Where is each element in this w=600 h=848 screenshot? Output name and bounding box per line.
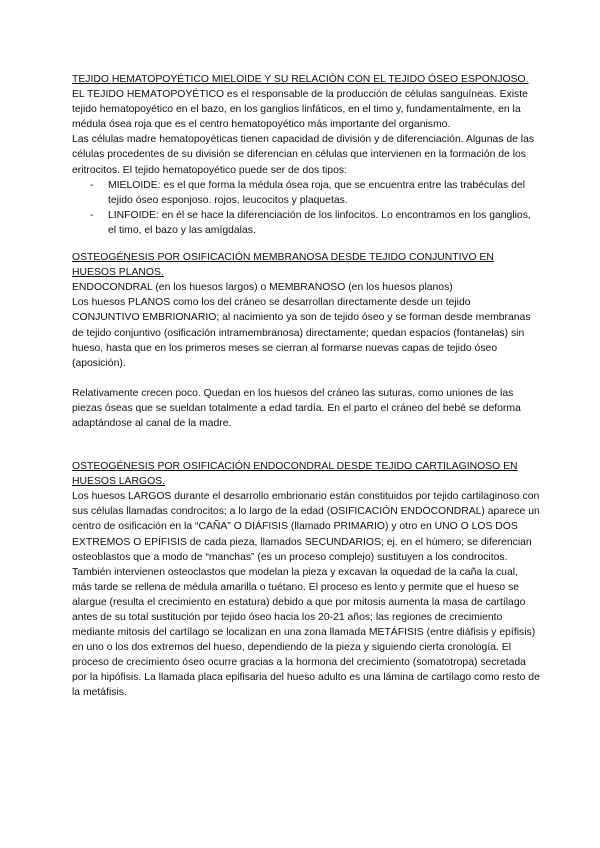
- section-heading: OSTEOGÉNESIS POR OSIFICACIÓN MEMBRANOSA DESDE TEJIDO CONJUNTIVO EN HUESOS PLANOS.: [72, 252, 494, 279]
- section-heading: TEJIDO HEMATOPOYÉTICO MIELOIDE Y SU RELACIÓN CON EL TEJIDO ÓSEO ESPONJOSO.: [72, 74, 529, 85]
- section-membranous: [72, 250, 540, 431]
- list-item: - MIELOIDE: es el que forma la médula ósea roja, que se encuentra entre las trabéculas del tejido óseo esponjoso. rojos, leucocitos y plaquetas.: [72, 178, 540, 208]
- section-endochondral: [72, 459, 540, 701]
- section-heading: OSTEOGÉNESIS POR OSIFICACIÓN ENDOCONDRAL DESDE TEJIDO CARTILAGINOSO EN HUESOS LARGOS.: [72, 461, 518, 488]
- paragraph: Relativamente crecen poco. Quedan en los huesos del cráneo las suturas, como uniones de las piezas óseas que se sueldan totalmente a edad tardía. En el parto el cráneo del bebé se deforma adaptándose al canal de la madre.: [72, 387, 521, 429]
- tissue-types-list: [72, 178, 540, 238]
- section-hematopoietic: [72, 72, 540, 238]
- paragraph: Los huesos LARGOS durante el desarrollo embrionario están constituidos por tejido cartilaginoso con sus células llamadas condrocitos; a lo largo de la edad (OSIFICACIÓN ENDOCONDRAL) aparece un centro de osificación en la “CAÑA” O DIÁFISIS (llamado PRIMARIO) y otro en UNO O LOS DOS EXTREMOS O EPÍFISIS de cada pieza, llamados SECUNDARIOS; ej. en el húmero; se diferencian osteoblastos que a modo de “manchas” (es un proceso complejo) sustituyen a los condrocitos. También intervienen osteoclastos que modelan la pieza y excavan la oquedad de la caña la cual, más tarde se rellena de médula amarilla o tuétano. El proceso es lento y permite que el hueso se alargue (resulta el crecimiento en estatura) debido a que por mitosis aumenta la masa de cartílago antes de su total sustitución por tejido óseo hacia los 20-21 años; las regiones de crecimiento mediante mitosis del cartílago se localizan en una zona llamada METÁFISIS (entre diáfisis y epífisis) en uno o los dos extremos del hueso, dependiendo de la pieza y siguiendo cierta cronología. El proceso de crecimiento óseo ocurre gracias a la hormona del crecimiento (somatotropa) secretada por la hipófisis. La llamada placa epifisaria del hueso adulto es una lámina de cartílago como resto de la metáfisis.: [72, 491, 540, 699]
- list-item: - LINFOIDE: en él se hace la diferenciación de los linfocitos. Lo encontramos en los ganglios, el timo, el bazo y las amígdalas.: [72, 208, 540, 238]
- paragraph: ENDOCONDRAL (en los huesos largos) o MEMBRANOSO (en los huesos planos): [72, 282, 453, 294]
- paragraph: Los huesos PLANOS como los del cráneo se desarrollan directamente desde un tejido CONJUNTIVO EMBRIONARIO; al nacimiento ya son de tejido óseo y se forman desde membranas de tejido conjuntivo (osificación intramembranosa) directamente; quedan espacios (fontanelas) sin hueso, hasta que en los primeros meses se cierran al formarse nuevas capas de tejido óseo (aposición).: [72, 297, 531, 369]
- paragraph: EL TEJIDO HEMATOPOYÉTICO es el responsable de la producción de células sanguíneas. Existe tejido hematopoyético en el bazo, en los ganglios linfáticos, en el timo y, fundamentalmente, en la médula ósea roja que es el centro hematopoyético más importante del organismo.: [72, 89, 528, 131]
- paragraph: Las células madre hematopoyéticas tienen capacidad de división y de diferenciación. Algunas de las células procedentes de su división se diferencian en células que intervienen en la formación de los eritrocitos. El tejido hematopoyético puede ser de dos tipos:: [72, 134, 535, 176]
